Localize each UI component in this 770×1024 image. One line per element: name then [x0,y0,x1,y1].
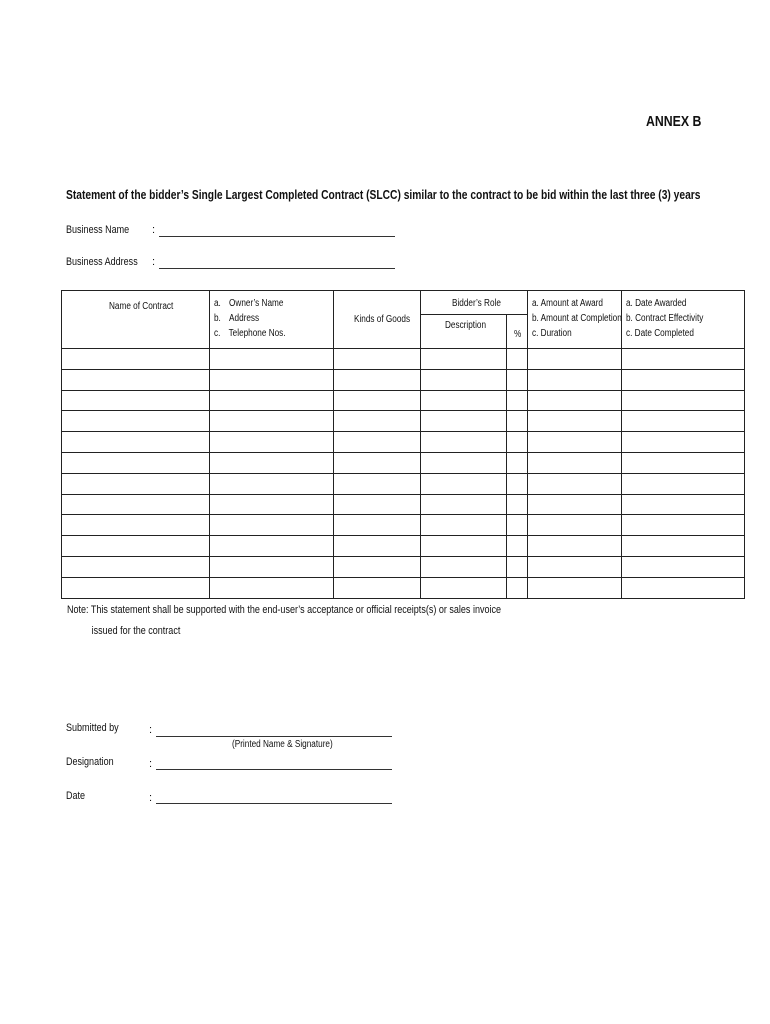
cell-name-of-contract[interactable] [62,369,210,390]
cell-percent[interactable] [507,349,528,370]
dates-c: c. Date Completed [626,328,694,339]
amount-a: a. Amount at Award [532,298,603,309]
cell-kinds-of-goods[interactable] [334,556,421,577]
owner-b-marker: b. [214,313,221,324]
table-row [62,577,745,598]
header-owner [210,291,334,349]
business-address-label: Business Address [66,256,138,268]
cell-kinds-of-goods[interactable] [334,390,421,411]
cell-amount[interactable] [528,473,622,494]
cell-description[interactable] [421,432,507,453]
table-row [62,432,745,453]
cell-name-of-contract[interactable] [62,473,210,494]
cell-owner[interactable] [210,349,334,370]
cell-description[interactable] [421,556,507,577]
header-percent [507,315,528,349]
cell-amount[interactable] [528,369,622,390]
cell-name-of-contract[interactable] [62,390,210,411]
header-owner-text [214,296,312,341]
cell-amount[interactable] [528,577,622,598]
submitted-by-line[interactable] [156,736,392,737]
slcc-table [61,290,745,599]
statement-title: Statement of the bidder’s Single Largest Completed Contract (SLCC) similar to the contract to be bid within the last three (3) years [66,188,701,202]
cell-dates[interactable] [622,349,745,370]
cell-description[interactable] [421,494,507,515]
cell-dates[interactable] [622,369,745,390]
date-line[interactable] [156,803,392,804]
owner-a-marker: a. [214,298,221,309]
cell-kinds-of-goods[interactable] [334,432,421,453]
header-amount-text [532,296,622,341]
cell-percent[interactable] [507,411,528,432]
business-address-line[interactable] [159,268,395,269]
table-row [62,390,745,411]
business-address-colon: : [152,256,156,268]
table-row [62,515,745,536]
table-row [62,494,745,515]
designation-line[interactable] [156,769,392,770]
cell-description[interactable] [421,577,507,598]
table-header-row [62,291,745,315]
date-label: Date [66,790,86,802]
designation-label: Designation [66,756,114,768]
owner-b-text: Address [229,313,260,324]
header-name-of-contract-text: Name of Contract [109,301,174,312]
cell-dates[interactable] [622,536,745,557]
cell-percent[interactable] [507,473,528,494]
cell-owner[interactable] [210,452,334,473]
annex-title: ANNEX B [646,113,702,130]
dates-a: a. Date Awarded [626,298,687,309]
table-row [62,411,745,432]
cell-dates[interactable] [622,432,745,453]
cell-kinds-of-goods[interactable] [334,536,421,557]
cell-dates[interactable] [622,577,745,598]
header-kinds-of-goods-text: Kinds of Goods [354,314,411,325]
cell-description[interactable] [421,349,507,370]
cell-percent[interactable] [507,369,528,390]
cell-kinds-of-goods[interactable] [334,577,421,598]
cell-name-of-contract[interactable] [62,536,210,557]
cell-dates[interactable] [622,556,745,577]
cell-name-of-contract[interactable] [62,432,210,453]
cell-kinds-of-goods[interactable] [334,411,421,432]
table-row [62,349,745,370]
owner-c-text: Telephone Nos. [228,328,286,339]
cell-kinds-of-goods[interactable] [334,494,421,515]
header-bidders-role-text: Bidder’s Role [452,298,501,309]
note-line-1: Note: This statement shall be supported with the end-user’s acceptance or official receipts(s) or sales invoice [67,604,502,616]
cell-dates[interactable] [622,390,745,411]
note-line-2: issued for the contract [91,625,181,637]
cell-percent[interactable] [507,556,528,577]
cell-dates[interactable] [622,473,745,494]
cell-amount[interactable] [528,494,622,515]
submitted-by-label: Submitted by [66,722,119,734]
header-description [421,315,507,349]
cell-percent[interactable] [507,390,528,411]
cell-description[interactable] [421,452,507,473]
cell-amount[interactable] [528,452,622,473]
cell-owner[interactable] [210,536,334,557]
header-percent-text: % [514,329,522,341]
cell-amount[interactable] [528,432,622,453]
cell-description[interactable] [421,536,507,557]
cell-kinds-of-goods[interactable] [334,452,421,473]
amount-b: b. Amount at Completion [532,313,622,324]
cell-owner[interactable] [210,390,334,411]
cell-kinds-of-goods[interactable] [334,515,421,536]
business-name-line[interactable] [159,236,395,237]
note [67,600,501,642]
cell-kinds-of-goods[interactable] [334,349,421,370]
cell-dates[interactable] [622,411,745,432]
amount-c: c. Duration [532,328,572,339]
table-row [62,452,745,473]
cell-kinds-of-goods[interactable] [334,369,421,390]
cell-amount[interactable] [528,515,622,536]
dates-b: b. Contract Effectivity [626,313,704,324]
cell-owner[interactable] [210,515,334,536]
business-name-label: Business Name [66,224,130,236]
cell-description[interactable] [421,390,507,411]
cell-owner[interactable] [210,473,334,494]
table-row [62,536,745,557]
cell-amount[interactable] [528,556,622,577]
designation-colon: : [149,758,153,770]
cell-description[interactable] [421,369,507,390]
cell-name-of-contract[interactable] [62,411,210,432]
header-amount [528,291,622,349]
table-row [62,473,745,494]
cell-description[interactable] [421,473,507,494]
header-kinds-of-goods [334,291,421,349]
cell-name-of-contract[interactable] [62,556,210,577]
cell-name-of-contract[interactable] [62,577,210,598]
cell-owner[interactable] [210,494,334,515]
owner-a-text: Owner’s Name [229,298,284,309]
cell-description[interactable] [421,411,507,432]
cell-amount[interactable] [528,349,622,370]
owner-c-marker: c. [214,328,221,339]
cell-name-of-contract[interactable] [62,452,210,473]
cell-dates[interactable] [622,515,745,536]
cell-percent[interactable] [507,536,528,557]
table-body [62,349,745,599]
cell-owner[interactable] [210,432,334,453]
cell-amount[interactable] [528,390,622,411]
cell-percent[interactable] [507,432,528,453]
header-dates-text [626,296,723,341]
cell-owner[interactable] [210,577,334,598]
cell-percent[interactable] [507,494,528,515]
header-description-text: Description [445,320,487,332]
header-dates [622,291,745,349]
submitted-by-colon: : [149,724,153,736]
table-row [62,369,745,390]
cell-kinds-of-goods[interactable] [334,473,421,494]
header-name-of-contract [62,291,210,349]
cell-dates[interactable] [622,494,745,515]
cell-percent[interactable] [507,452,528,473]
cell-dates[interactable] [622,452,745,473]
cell-name-of-contract[interactable] [62,515,210,536]
cell-percent[interactable] [507,515,528,536]
cell-name-of-contract[interactable] [62,494,210,515]
header-bidders-role [421,291,528,315]
cell-description[interactable] [421,515,507,536]
cell-owner[interactable] [210,369,334,390]
table-row [62,556,745,577]
cell-name-of-contract[interactable] [62,349,210,370]
cell-amount[interactable] [528,411,622,432]
cell-amount[interactable] [528,536,622,557]
date-colon: : [149,792,153,804]
cell-percent[interactable] [507,577,528,598]
cell-owner[interactable] [210,556,334,577]
printed-name-caption: (Printed Name & Signature) [232,739,333,750]
cell-owner[interactable] [210,411,334,432]
business-name-colon: : [152,224,156,236]
